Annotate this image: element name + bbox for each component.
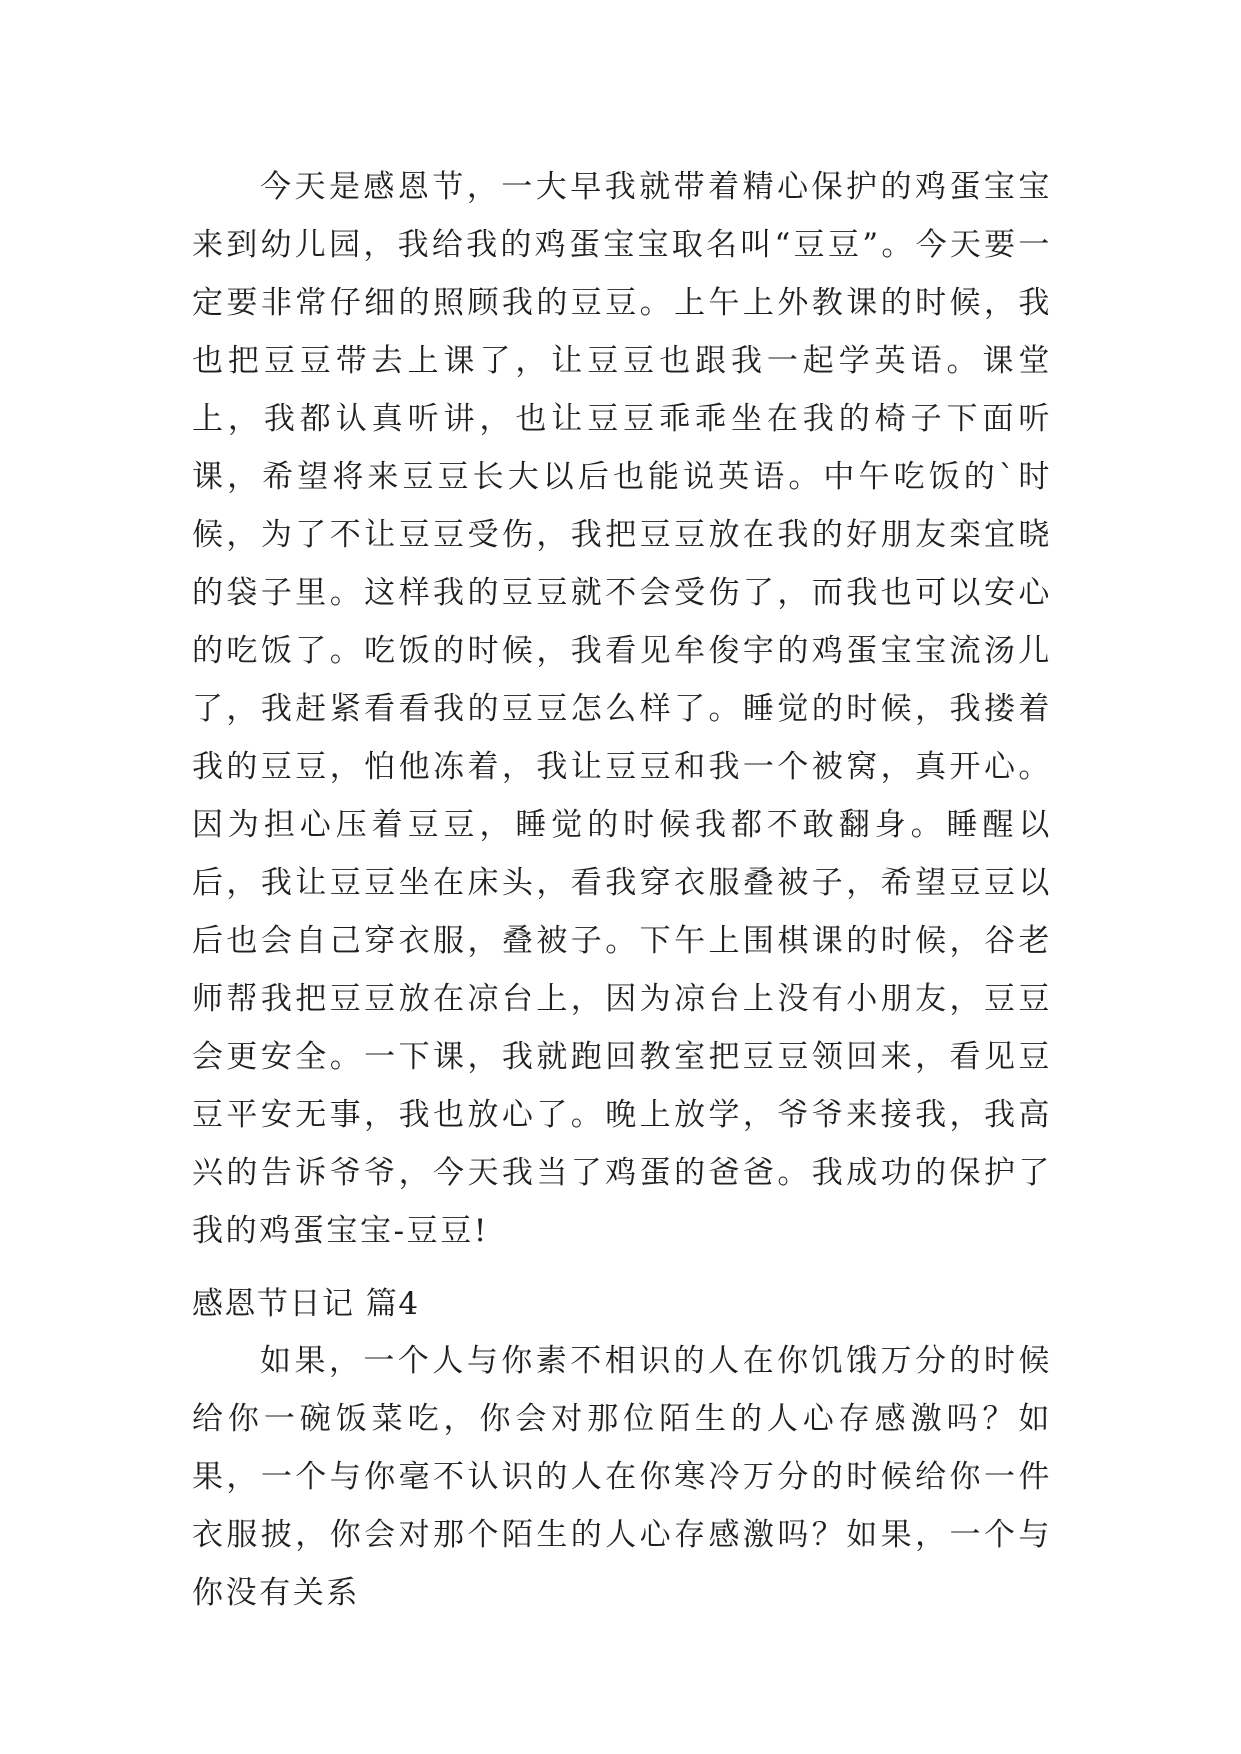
body-paragraph-2: 如果，一个人与你素不相识的人在你饥饿万分的时候给你一碗饭菜吃，你会对那位陌生的人心存感激吗？如果，一个与你毫不认识的人在你寒冷万分的时候给你一件衣服披，你会对那个陌生的人心存感激吗？如果，一个与你没有关系 (192, 1343, 1052, 1611)
body-paragraph-1: 今天是感恩节，一大早我就带着精心保护的鸡蛋宝宝来到幼儿园，我给我的鸡蛋宝宝取名叫“豆豆”。今天要一定要非常仔细的照顾我的豆豆。上午上外教课的时候，我也把豆豆带去上课了，让豆豆也跟我一起学英语。课堂上，我都认真听讲，也让豆豆乖乖坐在我的椅子下面听课，希望将来豆豆长大以后也能说英语。中午吃饭的`时候，为了不让豆豆受伤，我把豆豆放在我的好朋友栾宜晓的袋子里。这样我的豆豆就不会受伤了，而我也可以安心的吃饭了。吃饭的时候，我看见牟俊宇的鸡蛋宝宝流汤儿了，我赶紧看看我的豆豆怎么样了。睡觉的时候，我搂着我的豆豆，怕他冻着，我让豆豆和我一个被窝，真开心。因为担心压着豆豆，睡觉的时候我都不敢翻身。睡醒以后，我让豆豆坐在床头，看我穿衣服叠被子，希望豆豆以后也会自己穿衣服，叠被子。下午上围棋课的时候，谷老师帮我把豆豆放在凉台上，因为凉台上没有小朋友，豆豆会更安全。一下课，我就跑回教室把豆豆领回来，看见豆豆平安无事，我也放心了。晚上放学，爷爷来接我，我高兴的告诉爷爷，今天我当了鸡蛋的爸爸。我成功的保护了我的鸡蛋宝宝-豆豆! (192, 169, 1052, 1249)
section-title: 感恩节日记 篇4 (192, 1286, 420, 1322)
